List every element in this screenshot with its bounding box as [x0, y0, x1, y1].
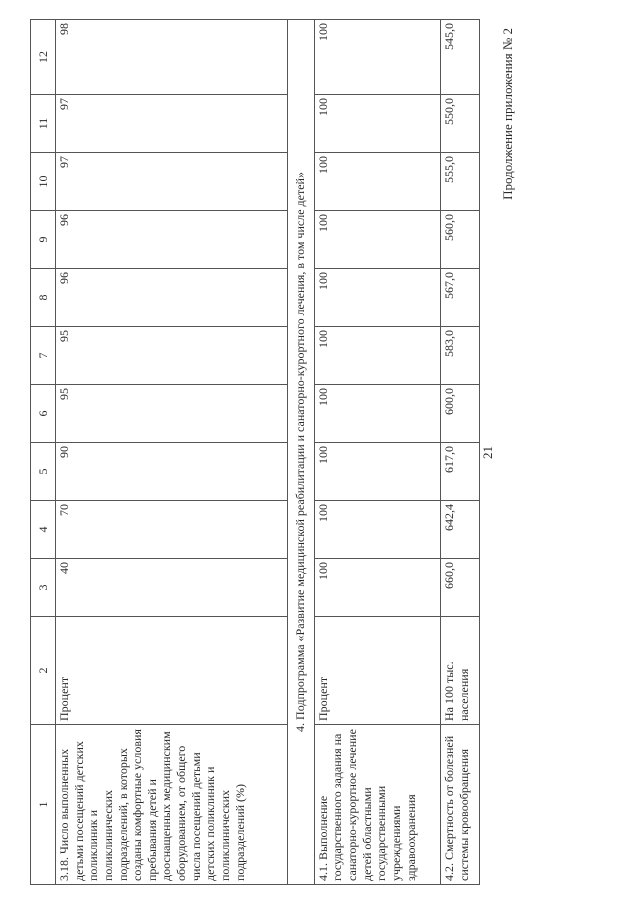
value-cell: 100 — [314, 95, 440, 153]
table-row-3-18 — [56, 20, 288, 885]
header-cell: 11 — [31, 95, 56, 153]
header-cell: 9 — [31, 211, 56, 269]
table-row-4-1 — [314, 20, 440, 885]
value-cell: 560,0 — [441, 211, 480, 269]
value-cell: 97 — [56, 153, 288, 211]
value-cell: 600,0 — [441, 385, 480, 443]
header-cell: 7 — [31, 327, 56, 385]
value-cell: 90 — [56, 443, 288, 501]
value-cell: 100 — [314, 443, 440, 501]
header-cell: 2 — [31, 617, 56, 725]
table-row-4-2 — [441, 20, 480, 885]
indicator-unit: Процент — [56, 617, 288, 725]
value-cell: 617,0 — [441, 443, 480, 501]
value-cell: 550,0 — [441, 95, 480, 153]
value-cell: 100 — [314, 501, 440, 559]
indicator-name: 3.18. Число выполненных детьми посещений детских поликлиник и поликлинических подразделений, в которых созданы комфортные условия пребывания детей и дооснащенных медицинским оборудованием, от общего числа посещений детьми детских поликлиник и поликлинических подразделений (%) — [56, 725, 288, 885]
subprogram-title: 4. Подпрограмма «Развитие медицинской реабилитации и санаторно-курортного лечения, в том числе детей» — [287, 20, 314, 885]
value-cell: 100 — [314, 269, 440, 327]
indicator-unit: Процент — [314, 617, 440, 725]
value-cell: 642,4 — [441, 501, 480, 559]
value-cell: 70 — [56, 501, 288, 559]
indicators-table — [30, 19, 480, 885]
indicator-name: 4.2. Смертность от болезней системы кровообращения — [441, 725, 480, 885]
value-cell: 100 — [314, 211, 440, 269]
table-header-row — [31, 20, 56, 885]
header-cell: 8 — [31, 269, 56, 327]
value-cell: 100 — [314, 153, 440, 211]
subprogram-row — [287, 20, 314, 885]
indicator-unit: На 100 тыс. населения — [441, 617, 480, 725]
value-cell: 100 — [314, 385, 440, 443]
value-cell: 100 — [314, 327, 440, 385]
header-cell: 3 — [31, 559, 56, 617]
value-cell: 97 — [56, 95, 288, 153]
value-cell: 100 — [314, 20, 440, 95]
header-cell: 6 — [31, 385, 56, 443]
value-cell: 96 — [56, 269, 288, 327]
value-cell: 96 — [56, 211, 288, 269]
header-cell: 10 — [31, 153, 56, 211]
value-cell: 95 — [56, 327, 288, 385]
value-cell: 555,0 — [441, 153, 480, 211]
header-cell: 4 — [31, 501, 56, 559]
indicator-name: 4.1. Выполнение государственного задания на санаторно-курортное лечение детей областными государственными учреждениями здравоохранения — [314, 725, 440, 885]
page-number: 21 — [480, 446, 495, 459]
value-cell: 567,0 — [441, 269, 480, 327]
header-cell: 12 — [31, 20, 56, 95]
continuation-caption: Продолжение приложения № 2 — [500, 28, 515, 200]
value-cell: 100 — [314, 559, 440, 617]
value-cell: 545,0 — [441, 20, 480, 95]
header-cell: 5 — [31, 443, 56, 501]
value-cell: 660,0 — [441, 559, 480, 617]
value-cell: 40 — [56, 559, 288, 617]
value-cell: 98 — [56, 20, 288, 95]
value-cell: 583,0 — [441, 327, 480, 385]
header-cell: 1 — [31, 725, 56, 885]
value-cell: 95 — [56, 385, 288, 443]
